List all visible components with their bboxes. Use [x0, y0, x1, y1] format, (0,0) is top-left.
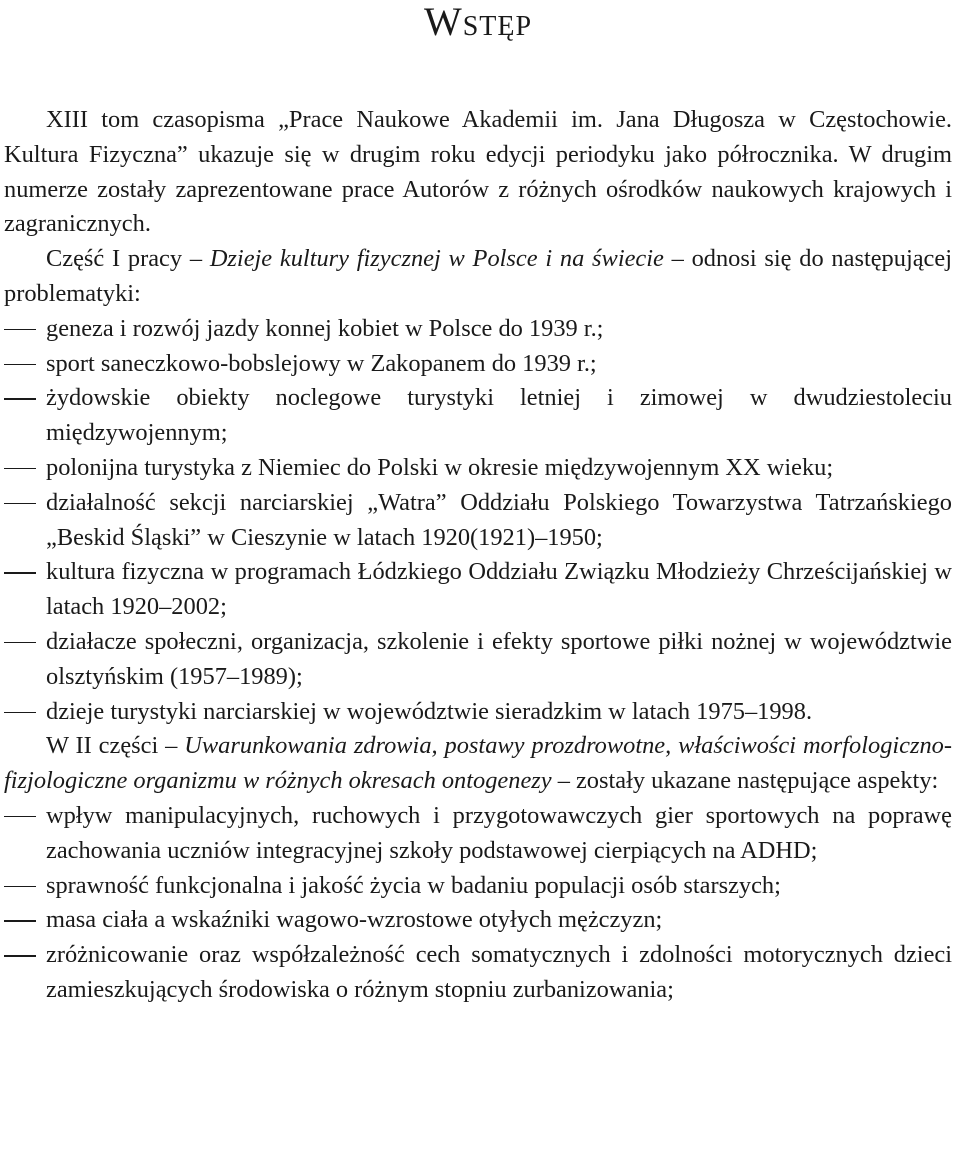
- part2-title: Uwarunkowania zdrowia, postawy prozdrowotne, właściwości morfologiczno-fizjologiczne organizmu w różnych okresach ontogenezy: [4, 732, 952, 795]
- list-item: kultura fizyczna w programach Łódzkiego Oddziału Związku Młodzieży Chrześcijańskiej w latach 1920–2002;: [4, 555, 952, 625]
- part2-paragraph: [4, 729, 952, 799]
- part1-list: [4, 312, 952, 730]
- dash-bullet-icon: [4, 572, 36, 573]
- list-item: dzieje turystyki narciarskiej w województwie sieradzkim w latach 1975–1998.: [4, 695, 952, 730]
- part1-lead: Część I pracy –: [46, 245, 210, 273]
- part2-tail: – zostały ukazane następujące aspekty:: [551, 767, 939, 795]
- list-item: sprawność funkcjonalna i jakość życia w badaniu populacji osób starszych;: [4, 869, 952, 904]
- dash-bullet-icon: [4, 816, 36, 817]
- list-item: masa ciała a wskaźniki wagowo-wzrostowe otyłych mężczyzn;: [4, 903, 952, 938]
- intro-paragraph: XIII tom czasopisma „Prace Naukowe Akademii im. Jana Długosza w Częstochowie. Kultura Fizyczna” ukazuje się w drugim roku edycji periodyku jako półrocznika. W drugim numerze zostały zaprezentowane prace Autorów z różnych ośrodków naukowych krajowych i zagranicznych.: [4, 106, 952, 238]
- dash-bullet-icon: [4, 920, 36, 921]
- dash-bullet-icon: [4, 468, 36, 469]
- dash-bullet-icon: [4, 364, 36, 365]
- part1-title: Dzieje kultury fizycznej w Polsce i na świecie: [209, 245, 664, 273]
- body-text: [4, 103, 952, 1008]
- dash-bullet-icon: [4, 398, 36, 399]
- dash-bullet-icon: [4, 642, 36, 643]
- part2-list: [4, 799, 952, 1008]
- dash-bullet-icon: [4, 955, 36, 956]
- list-item: działacze społeczni, organizacja, szkolenie i efekty sportowe piłki nożnej w województwie olsztyńskim (1957–1989);: [4, 625, 952, 695]
- list-item: polonijna turystyka z Niemiec do Polski w okresie międzywojennym XX wieku;: [4, 451, 952, 486]
- part1-tail: – odnosi się do następującej problematyki:: [4, 245, 952, 307]
- dash-bullet-icon: [4, 712, 36, 713]
- part2-lead: W II części –: [46, 732, 185, 760]
- page-title: Wstęp: [423, 0, 533, 44]
- dash-bullet-icon: [4, 886, 36, 887]
- list-item: geneza i rozwój jazdy konnej kobiet w Polsce do 1939 r.;: [4, 312, 952, 347]
- list-item: żydowskie obiekty noclegowe turystyki letniej i zimowej w dwudziestoleciu międzywojennym;: [4, 381, 952, 451]
- list-item: działalność sekcji narciarskiej „Watra” Oddziału Polskiego Towarzystwa Tatrzańskiego „Beskid Śląski” w Cieszynie w latach 1920(1921)–1950;: [4, 486, 952, 556]
- part1-paragraph: [4, 242, 952, 312]
- list-item: zróżnicowanie oraz współzależność cech somatycznych i zdolności motorycznych dzieci zamieszkujących środowiska o różnym stopniu zurbanizowania;: [4, 938, 952, 1008]
- list-item: sport saneczkowo-bobslejowy w Zakopanem do 1939 r.;: [4, 347, 952, 382]
- list-item: wpływ manipulacyjnych, ruchowych i przygotowawczych gier sportowych na poprawę zachowania uczniów integracyjnej szkoły podstawowej cierpiących na ADHD;: [4, 799, 952, 869]
- dash-bullet-icon: [4, 329, 36, 330]
- dash-bullet-icon: [4, 503, 36, 504]
